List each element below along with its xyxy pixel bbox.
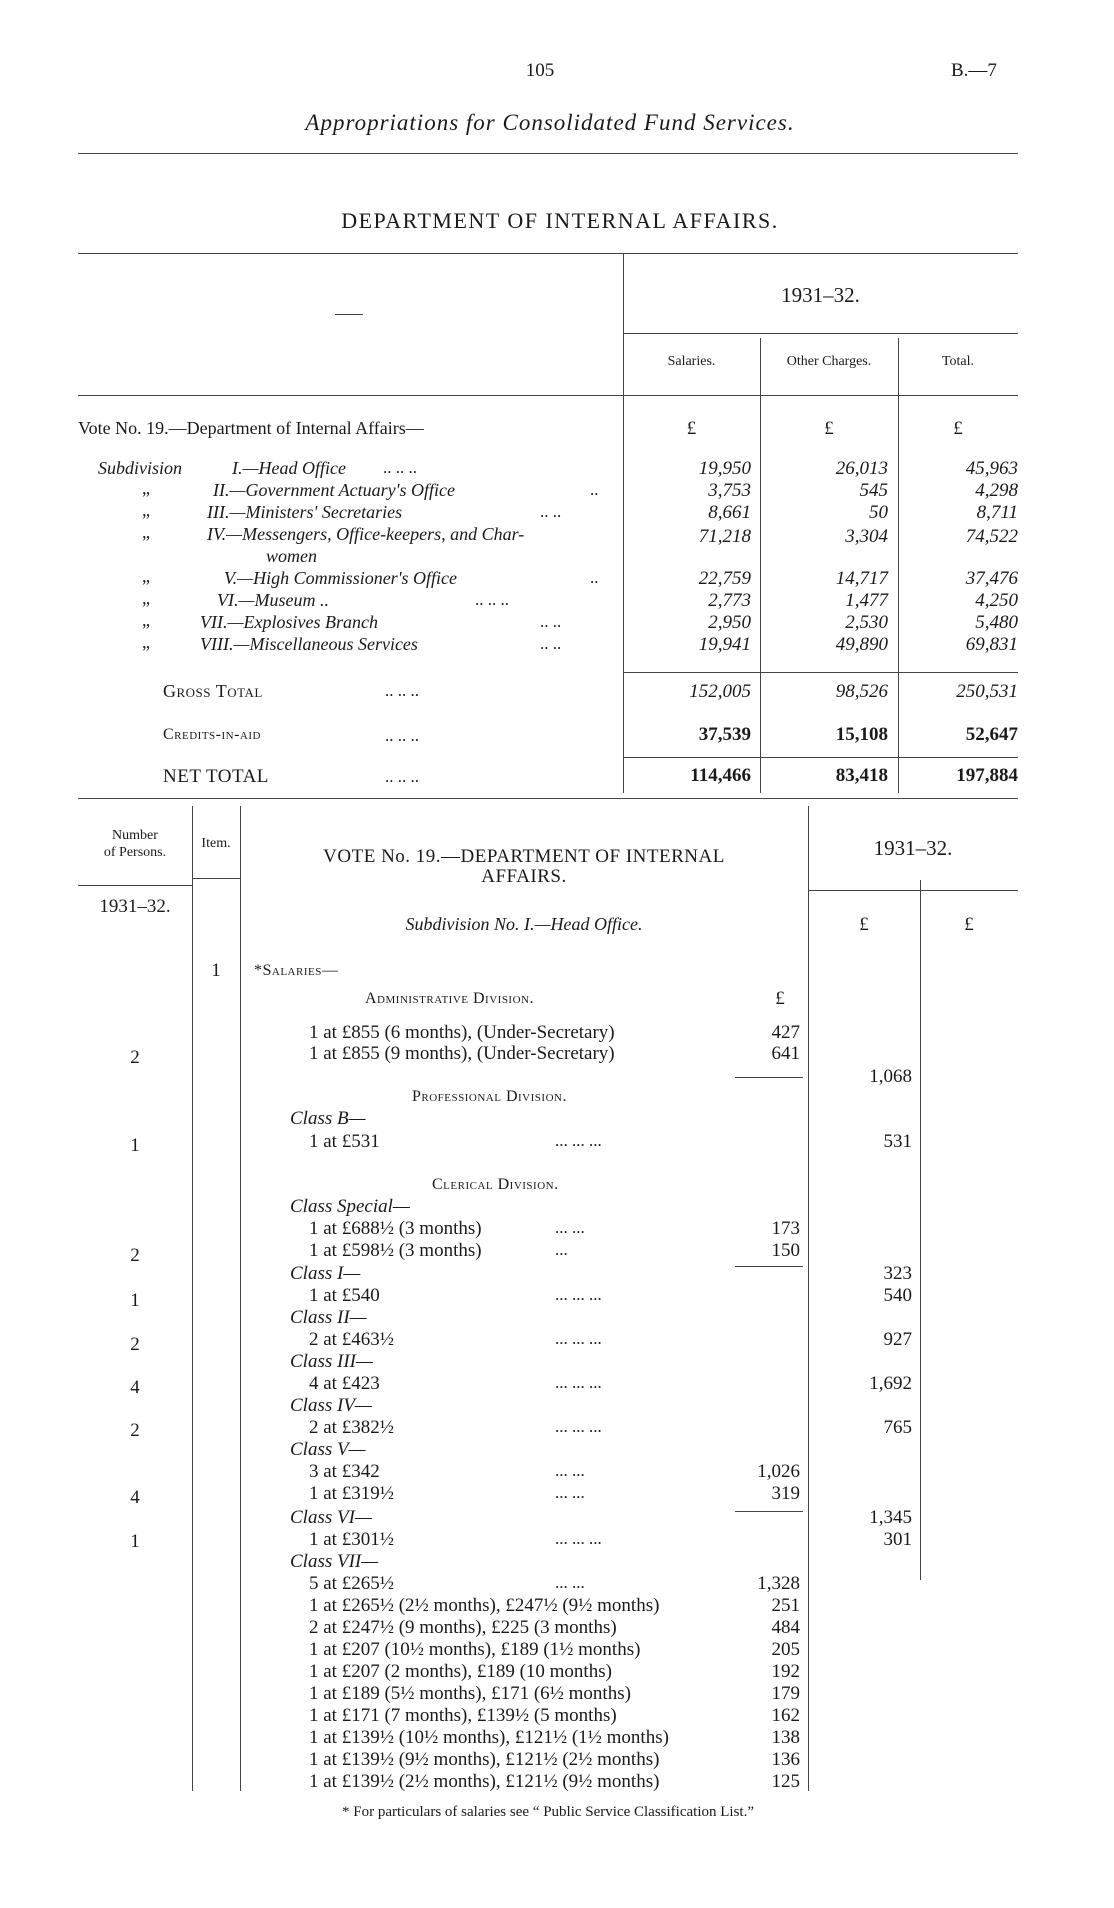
admin-sum-rule <box>735 1077 803 1078</box>
subdivision-salaries: 22,759 <box>698 568 751 589</box>
class-3-dots: ... ... ... <box>555 1373 602 1392</box>
subdivision-label: III.—Ministers' Secretaries <box>207 502 403 522</box>
summary-header-rule <box>78 395 1018 396</box>
class-7-line: 1 at £139½ (2½ months), £121½ (9½ months) <box>309 1771 660 1792</box>
vote-title-line-2: AFFAIRS. <box>481 866 567 887</box>
admin-line-2: 1 at £855 (9 months), (Under-Secretary) <box>309 1043 615 1064</box>
prof-dots: ... ... ... <box>555 1131 602 1150</box>
class-6-dots: ... ... ... <box>555 1529 602 1548</box>
leader-dots: .. <box>590 568 599 587</box>
class-special-dots-1: ... ... <box>555 1218 585 1237</box>
subdivision-salaries: 19,941 <box>698 634 751 655</box>
class-1: Class I— <box>290 1263 361 1284</box>
class-7-line: 1 at £207 (2 months), £189 (10 months) <box>309 1661 612 1682</box>
class-5-line-1: 3 at £342 <box>309 1461 380 1482</box>
class-special-persons: 2 <box>130 1245 140 1266</box>
subdivision-salaries: 71,218 <box>698 526 751 547</box>
prof-total: 531 <box>883 1131 912 1152</box>
ditto-mark: „ <box>142 500 150 520</box>
col-persons: of Persons. <box>103 845 167 860</box>
subdivision-other-charges: 1,477 <box>845 590 888 611</box>
col-other-charges: Other Charges. <box>786 354 872 369</box>
admin-total: 1,068 <box>869 1066 912 1087</box>
pound-other: £ <box>824 418 834 439</box>
class-4: Class IV— <box>290 1395 372 1416</box>
pound-total: £ <box>953 418 963 439</box>
class-2-line: 2 at £463½ <box>309 1329 394 1350</box>
subdivision-total: 69,831 <box>965 634 1018 655</box>
subdivision-total: 5,480 <box>975 612 1018 633</box>
col-item: Item. <box>201 836 231 851</box>
class-2-total: 927 <box>883 1329 912 1350</box>
class-7-value: 484 <box>771 1617 800 1638</box>
col-salaries: Salaries. <box>667 354 716 369</box>
vote-title-line-1: VOTE No. 19.—DEPARTMENT OF INTERNAL <box>323 846 725 867</box>
class-6-total: 301 <box>883 1529 912 1550</box>
detail-pound-1: £ <box>859 914 869 935</box>
class-5-value-2: 319 <box>771 1483 800 1504</box>
detail-year: 1931–32. <box>873 836 953 860</box>
subdivision-salaries: 3,753 <box>708 480 751 501</box>
leader-dots: .. .. <box>540 502 562 521</box>
clerical-division-heading: Clerical Division. <box>432 1176 559 1193</box>
detail-divider-persons <box>192 806 193 1791</box>
subdivision-title: Subdivision No. I.—Head Office. <box>405 914 643 934</box>
class-6: Class VI— <box>290 1507 372 1528</box>
leader-dots: .. <box>590 480 599 499</box>
subdivision-prefix: Subdivision <box>98 458 182 478</box>
subdivision-other-charges: 14,717 <box>835 568 888 589</box>
subdivision-label: VII.—Explosives Branch <box>200 612 378 632</box>
gross-total: 250,531 <box>956 681 1018 702</box>
net-total: 197,884 <box>956 765 1018 786</box>
detail-divider-item <box>240 806 241 1791</box>
class-7-line: 5 at £265½ <box>309 1573 394 1594</box>
class-7-value: 251 <box>771 1595 800 1616</box>
leader-dots: .. .. .. <box>475 590 509 609</box>
class-7-line: 1 at £189 (5½ months), £171 (6½ months) <box>309 1683 631 1704</box>
class-5-line-2: 1 at £319½ <box>309 1483 394 1504</box>
summary-top-rule <box>78 253 1018 254</box>
class-1-line: 1 at £540 <box>309 1285 380 1306</box>
class-special-value-1: 173 <box>771 1218 800 1239</box>
class-3-line: 4 at £423 <box>309 1373 380 1394</box>
class-6-persons: 1 <box>130 1531 140 1552</box>
subdivision-other-charges: 2,530 <box>845 612 888 633</box>
subdivision-label: I.—Head Office <box>232 458 346 478</box>
class-5-dots-2: ... ... <box>555 1483 585 1502</box>
subdivision-total: 45,963 <box>965 458 1018 479</box>
prof-class: Class B— <box>290 1108 366 1129</box>
class-4-persons: 2 <box>130 1420 140 1441</box>
prof-division-heading: Professional Division. <box>412 1088 567 1105</box>
class-7-dots: ... ... <box>555 1573 585 1592</box>
subdivision-total: 4,298 <box>975 480 1018 501</box>
class-special-line-2: 1 at £598½ (3 months) <box>309 1240 482 1261</box>
ditto-mark: „ <box>142 566 150 586</box>
subdivision-other-charges: 49,890 <box>835 634 888 655</box>
class-3: Class III— <box>290 1351 373 1372</box>
ditto-mark: „ <box>142 632 150 652</box>
class-5-total: 1,345 <box>869 1507 912 1528</box>
subdivision-total: 74,522 <box>965 526 1018 547</box>
leader-dots: .. .. <box>540 612 562 631</box>
ditto-mark: „ <box>142 478 150 498</box>
net-rule <box>623 757 1018 758</box>
subdivision-label: V.—High Commissioner's Office <box>224 568 458 588</box>
class-4-dots: ... ... ... <box>555 1417 602 1436</box>
credits-label: Credits-in-aid <box>163 726 261 743</box>
subdivision-other-charges: 50 <box>869 502 888 523</box>
net-salaries: 114,466 <box>690 765 751 786</box>
department-title: DEPARTMENT OF INTERNAL AFFAIRS. <box>341 208 779 233</box>
class-2-persons: 2 <box>130 1334 140 1355</box>
subdivision-salaries: 2,950 <box>708 612 751 633</box>
class-special-total: 323 <box>883 1263 912 1284</box>
gross-rule <box>623 672 1018 673</box>
class-special-dots-2: ... <box>555 1240 568 1259</box>
subdivision-other-charges: 26,013 <box>835 458 888 479</box>
class-5-persons: 4 <box>130 1487 140 1508</box>
salaries-heading: *Salaries— <box>254 962 339 979</box>
class-2: Class II— <box>290 1307 367 1328</box>
credits-salaries: 37,539 <box>698 724 751 745</box>
subdivision-other-charges: 545 <box>859 480 888 501</box>
subdivision-label: VIII.—Miscellaneous Services <box>200 634 418 654</box>
class-2-dots: ... ... ... <box>555 1329 602 1348</box>
gross-total-label: Gross Total <box>163 681 263 701</box>
admin-value-1: 427 <box>771 1022 800 1043</box>
leader-dots: .. .. <box>540 634 562 653</box>
subdivision-total: 37,476 <box>965 568 1018 589</box>
document-reference: B.—7 <box>951 60 997 81</box>
leader-dots: .. .. .. <box>383 458 417 477</box>
net-other: 83,418 <box>835 765 888 786</box>
summary-year: 1931–32. <box>781 283 860 307</box>
class-3-total: 1,692 <box>869 1373 912 1394</box>
page-number: 105 <box>525 60 555 81</box>
class-3-persons: 4 <box>130 1377 140 1398</box>
item-number: 1 <box>211 960 221 981</box>
summary-dash <box>335 314 363 315</box>
gross-total-dots: .. .. .. <box>385 681 419 700</box>
col-number: Number <box>112 828 158 843</box>
summary-bottom-rule <box>78 798 1018 799</box>
subdivision-other-charges: 3,304 <box>845 526 888 547</box>
class-7-value: 205 <box>771 1639 800 1660</box>
credits-dots: .. .. .. <box>385 726 419 745</box>
class-7-value: 138 <box>771 1727 800 1748</box>
persons-header-rule <box>78 885 192 886</box>
class-7-value: 136 <box>771 1749 800 1770</box>
class-5-dots-1: ... ... <box>555 1461 585 1480</box>
class-1-persons: 1 <box>130 1290 140 1311</box>
subdivision-label-continued: women <box>266 546 317 566</box>
prof-line: 1 at £531 <box>309 1131 380 1152</box>
subdivision-label: IV.—Messengers, Office-keepers, and Char- <box>207 524 525 544</box>
subdivision-label: VI.—Museum .. <box>217 590 329 610</box>
subdivision-total: 8,711 <box>976 502 1018 523</box>
class-special-value-2: 150 <box>771 1240 800 1261</box>
gross-salaries: 152,005 <box>689 681 751 702</box>
admin-division-heading: Administrative Division. <box>365 990 534 1007</box>
detail-divider-amount-2 <box>920 880 921 1580</box>
class-7-line: 1 at £139½ (9½ months), £121½ (2½ months) <box>309 1749 660 1770</box>
class-7-line: 1 at £207 (10½ months), £189 (1½ months) <box>309 1639 641 1660</box>
class-4-total: 765 <box>883 1417 912 1438</box>
pound-salaries: £ <box>686 418 697 439</box>
class-7-value: 179 <box>771 1683 800 1704</box>
class-special-line-1: 1 at £688½ (3 months) <box>309 1218 482 1239</box>
admin-persons: 2 <box>130 1047 140 1068</box>
inner-pound: £ <box>775 988 785 1009</box>
net-total-label: NET TOTAL <box>163 766 269 787</box>
item-header-rule <box>192 878 240 879</box>
class-7-line: 1 at £139½ (10½ months), £121½ (1½ months) <box>309 1727 669 1748</box>
class-1-dots: ... ... ... <box>555 1285 602 1304</box>
header-rule <box>78 153 1018 154</box>
class-6-line: 1 at £301½ <box>309 1529 394 1550</box>
class-7-value: 125 <box>771 1771 800 1792</box>
col-total: Total. <box>941 354 975 369</box>
class-5-value-1: 1,026 <box>757 1461 800 1482</box>
class-7-line: 1 at £171 (7 months), £139½ (5 months) <box>309 1705 617 1726</box>
net-total-dots: .. .. .. <box>385 767 419 786</box>
detail-year-rule <box>808 890 1018 891</box>
summary-year-rule <box>623 333 1018 334</box>
class-5-sum-rule <box>735 1511 803 1512</box>
subdivision-salaries: 8,661 <box>708 502 751 523</box>
ditto-mark: „ <box>142 610 150 630</box>
admin-value-2: 641 <box>771 1043 800 1064</box>
persons-year: 1931–32. <box>99 896 171 917</box>
vote-label: Vote No. 19.—Department of Internal Affairs— <box>78 418 424 438</box>
class-5: Class V— <box>290 1439 366 1460</box>
class-7-line: 1 at £265½ (2½ months), £247½ (9½ months) <box>309 1595 660 1616</box>
class-7-line: 2 at £247½ (9 months), £225 (3 months) <box>309 1617 617 1638</box>
running-title: Appropriations for Consolidated Fund Services. <box>305 110 795 135</box>
subdivision-label: II.—Government Actuary's Office <box>213 480 455 500</box>
class-7-value: 192 <box>771 1661 800 1682</box>
class-special-sum-rule <box>735 1266 803 1267</box>
prof-persons: 1 <box>130 1135 140 1156</box>
detail-pound-2: £ <box>964 914 974 935</box>
class-7-value: 1,328 <box>757 1573 800 1594</box>
class-7: Class VII— <box>290 1551 379 1572</box>
subdivision-salaries: 2,773 <box>708 590 751 611</box>
class-special: Class Special— <box>290 1196 410 1217</box>
footnote: * For particulars of salaries see “ Public Service Classification List.” <box>342 1804 754 1820</box>
subdivision-salaries: 19,950 <box>698 458 751 479</box>
subdivision-total: 4,250 <box>975 590 1018 611</box>
ditto-mark: „ <box>142 522 150 542</box>
admin-line-1: 1 at £855 (6 months), (Under-Secretary) <box>309 1022 615 1043</box>
credits-total: 52,647 <box>965 724 1018 745</box>
class-4-line: 2 at £382½ <box>309 1417 394 1438</box>
ditto-mark: „ <box>142 588 150 608</box>
class-7-value: 162 <box>771 1705 800 1726</box>
gross-other: 98,526 <box>835 681 888 702</box>
credits-other: 15,108 <box>835 724 888 745</box>
class-1-total: 540 <box>883 1285 912 1306</box>
